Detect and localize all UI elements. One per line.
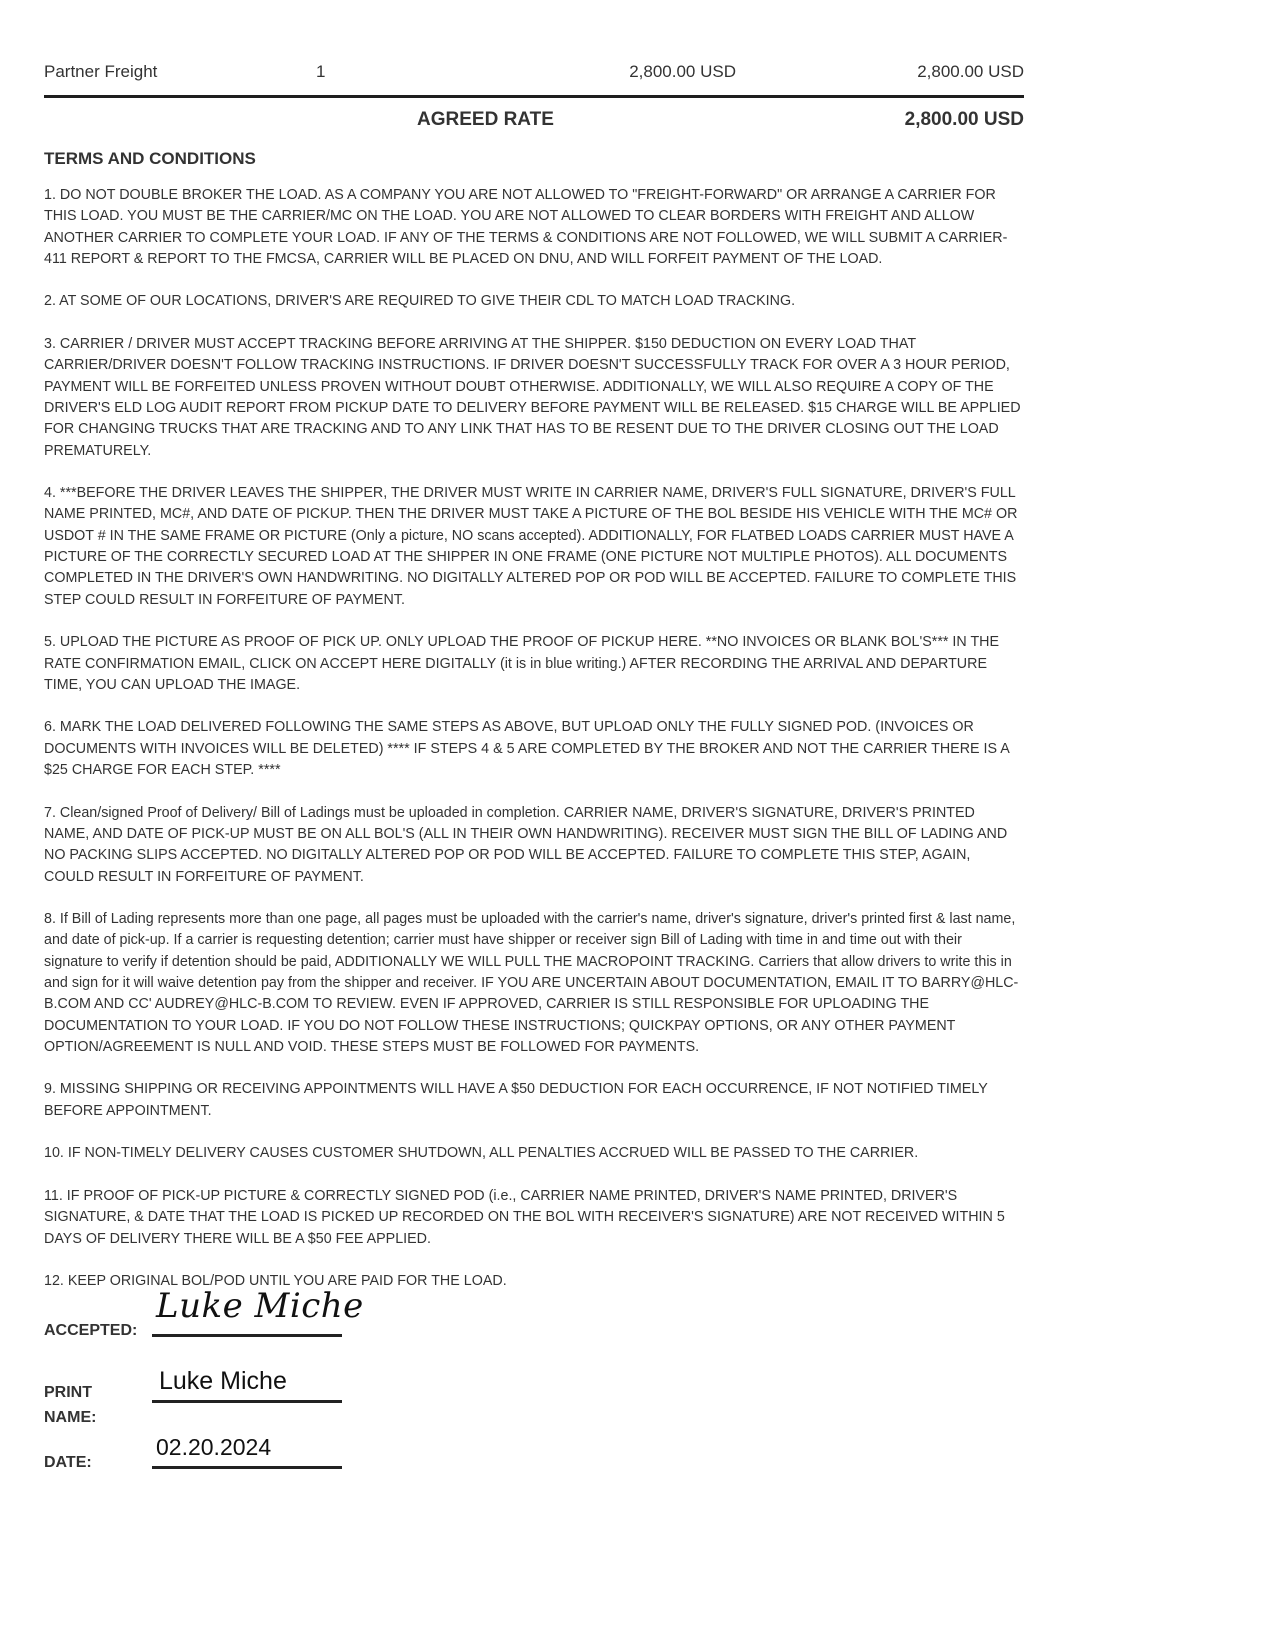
accepted-label: ACCEPTED: (44, 1322, 138, 1339)
term-item: 4. ***BEFORE THE DRIVER LEAVES THE SHIPPER, THE DRIVER MUST WRITE IN CARRIER NAME, DRIVER'S FULL SIGNATURE, DRIVER'S FULL NAME PRINTED, MC#, AND DATE OF PICKUP. THEN THE DRIVER MUST TAKE A PICTURE OF THE BOL BESIDE HIS VEHICLE WITH THE MC# OR USDOT # IN THE SAME FRAME OR PICTURE (Only a picture, NO scans accepted). ADDITIONALLY, FOR FLATBED LOADS CARRIER MUST HAVE A PICTURE OF THE CORRECTLY SECURED LOAD AT THE SHIPPER IN ONE FRAME (ONE PICTURE NOT MULTIPLE PHOTOS). ALL DOCUMENTS COMPLETED IN THE DRIVER'S OWN HANDWRITING. NO DIGITALLY ALTERED POP OR POD WILL BE ACCEPTED. FAILURE TO COMPLETE THIS STEP COULD RESULT IN FORFEITURE OF PAYMENT. (44, 485, 1018, 608)
term-item: 12. KEEP ORIGINAL BOL/POD UNTIL YOU ARE PAID FOR THE LOAD. (44, 1273, 507, 1290)
terms-list (44, 185, 1024, 1314)
print-name-value: Luke Miche (159, 1367, 287, 1395)
term-item: 2. AT SOME OF OUR LOCATIONS, DRIVER'S ARE REQUIRED TO GIVE THEIR CDL TO MATCH LOAD TRACKING. (44, 293, 796, 310)
agreed-rate-value: 2,800.00 USD (904, 109, 1024, 130)
agreed-rate-label: AGREED RATE (417, 109, 554, 130)
date-line (152, 1466, 342, 1469)
term-item: 10. IF NON-TIMELY DELIVERY CAUSES CUSTOMER SHUTDOWN, ALL PENALTIES ACCRUED WILL BE PASSED TO THE CARRIER. (44, 1145, 919, 1162)
line-item-quantity: 1 (316, 62, 326, 81)
term-item: 7. Clean/signed Proof of Delivery/ Bill of Ladings must be uploaded in completion. CARRIER NAME, DRIVER'S SIGNATURE, DRIVER'S PRINTED NAME, AND DATE OF PICK-UP MUST BE ON ALL BOL'S (ALL IN THEIR OWN HANDWRITING). RECEIVER MUST SIGN THE BILL OF LADING AND NO PACKING SLIPS ACCEPTED. NO DIGITALLY ALTERED POP OR POD WILL BE ACCEPTED. FAILURE TO COMPLETE THIS STEP, AGAIN, COULD RESULT IN FORFEITURE OF PAYMENT. (44, 804, 1008, 885)
date-label: DATE: (44, 1454, 92, 1471)
signature-line (152, 1334, 342, 1337)
term-item: 8. If Bill of Lading represents more than one page, all pages must be uploaded with the carrier's name, driver's signature, driver's printed first & last name, and date of pick-up. If a carrier is requesting detention; carrier must have shipper or receiver sign Bill of Lading with time in and time out with their signature to verify if detention should be paid, ADDITIONALLY WE WILL PULL THE MACROPOINT TRACKING. Carriers that allow drivers to write this in and sign for it will waive detention pay from the shipper and receiver. IF YOU ARE UNCERTAIN ABOUT DOCUMENTATION, EMAIL IT TO BARRY@HLC-B.COM AND CC' AUDREY@HLC-B.COM TO REVIEW. EVEN IF APPROVED, CARRIER IS STILL RESPONSIBLE FOR UPLOADING THE DOCUMENTATION TO YOUR LOAD. IF YOU DO NOT FOLLOW THESE INSTRUCTIONS; QUICKPAY OPTIONS, OR ANY OTHER PAYMENT OPTION/AGREEMENT IS NULL AND VOID. THESE STEPS MUST BE FOLLOWED FOR PAYMENTS. (44, 911, 1019, 1055)
print-name-line (152, 1400, 342, 1403)
print-name-label: PRINT (44, 1384, 92, 1401)
date-value: 02.20.2024 (156, 1434, 272, 1460)
agreed-rate-row (44, 109, 1024, 135)
term-item: 11. IF PROOF OF PICK-UP PICTURE & CORRECTLY SIGNED POD (i.e., CARRIER NAME PRINTED, DRIVER'S NAME PRINTED, DRIVER'S SIGNATURE, & DATE THAT THE LOAD IS PICKED UP RECORDED ON THE BOL WITH RECEIVER'S SIGNATURE) ARE NOT RECEIVED WITHIN 5 DAYS OF DELIVERY THERE WILL BE A $50 FEE APPLIED. (44, 1187, 1005, 1247)
print-name-label: NAME: (44, 1409, 97, 1426)
line-item-rate: 2,800.00 USD (629, 62, 736, 81)
line-item-description: Partner Freight (44, 62, 158, 81)
totals-divider (44, 95, 1024, 98)
line-item-row (44, 62, 1024, 84)
term-item: 3. CARRIER / DRIVER MUST ACCEPT TRACKING BEFORE ARRIVING AT THE SHIPPER. $150 DEDUCTION ON EVERY LOAD THAT CARRIER/DRIVER DOESN'T FOLLOW TRACKING INSTRUCTIONS. IF DRIVER DOESN'T SUCCESSFULLY TRACK FOR OVER A 3 HOUR PERIOD, PAYMENT WILL BE FORFEITED UNLESS PROVEN WITHOUT DOUBT OTHERWISE. ADDITIONALLY, WE WILL ALSO REQUIRE A COPY OF THE DRIVER'S ELD LOG AUDIT REPORT FROM PICKUP DATE TO DELIVERY BEFORE PAYMENT WILL BE RELEASED. $15 CHARGE WILL BE APPLIED FOR CHANGING TRUCKS THAT ARE TRACKING AND TO ANY LINK THAT HAS TO BE RESENT DUE TO THE DRIVER CLOSING OUT THE LOAD PREMATURELY. (44, 336, 1021, 459)
terms-title: TERMS AND CONDITIONS (44, 149, 256, 168)
term-item: 1. DO NOT DOUBLE BROKER THE LOAD. AS A COMPANY YOU ARE NOT ALLOWED TO "FREIGHT-FORWARD" OR ARRANGE A CARRIER FOR THIS LOAD. YOU MUST BE THE CARRIER/MC ON THE LOAD. YOU ARE NOT ALLOWED TO CLEAR BORDERS WITH FREIGHT AND ALLOW ANOTHER CARRIER TO COMPLETE YOUR LOAD. IF ANY OF THE TERMS & CONDITIONS ARE NOT FOLLOWED, WE WILL SUBMIT A CARRIER-411 REPORT & REPORT TO THE FMCSA, CARRIER WILL BE PLACED ON DNU, AND WILL FORFEIT PAYMENT OF THE LOAD. (44, 187, 1008, 267)
term-item: 6. MARK THE LOAD DELIVERED FOLLOWING THE SAME STEPS AS ABOVE, BUT UPLOAD ONLY THE FULLY SIGNED POD. (INVOICES OR DOCUMENTS WITH INVOICES WILL BE DELETED) **** IF STEPS 4 & 5 ARE COMPLETED BY THE BROKER AND NOT THE CARRIER THERE IS A $25 CHARGE FOR EACH STEP. **** (44, 719, 1009, 779)
signature: Luke Miche (156, 1286, 364, 1326)
term-item: 5. UPLOAD THE PICTURE AS PROOF OF PICK UP. ONLY UPLOAD THE PROOF OF PICKUP HERE. **NO INVOICES OR BLANK BOL'S*** IN THE RATE CONFIRMATION EMAIL, CLICK ON ACCEPT HERE DIGITALLY (it is in blue writing.) AFTER RECORDING THE ARRIVAL AND DEPARTURE TIME, YOU CAN UPLOAD THE IMAGE. (44, 634, 1000, 693)
line-item-total: 2,800.00 USD (917, 62, 1024, 81)
term-item: 9. MISSING SHIPPING OR RECEIVING APPOINTMENTS WILL HAVE A $50 DEDUCTION FOR EACH OCCURRENCE, IF NOT NOTIFIED TIMELY BEFORE APPOINTMENT. (44, 1081, 988, 1119)
